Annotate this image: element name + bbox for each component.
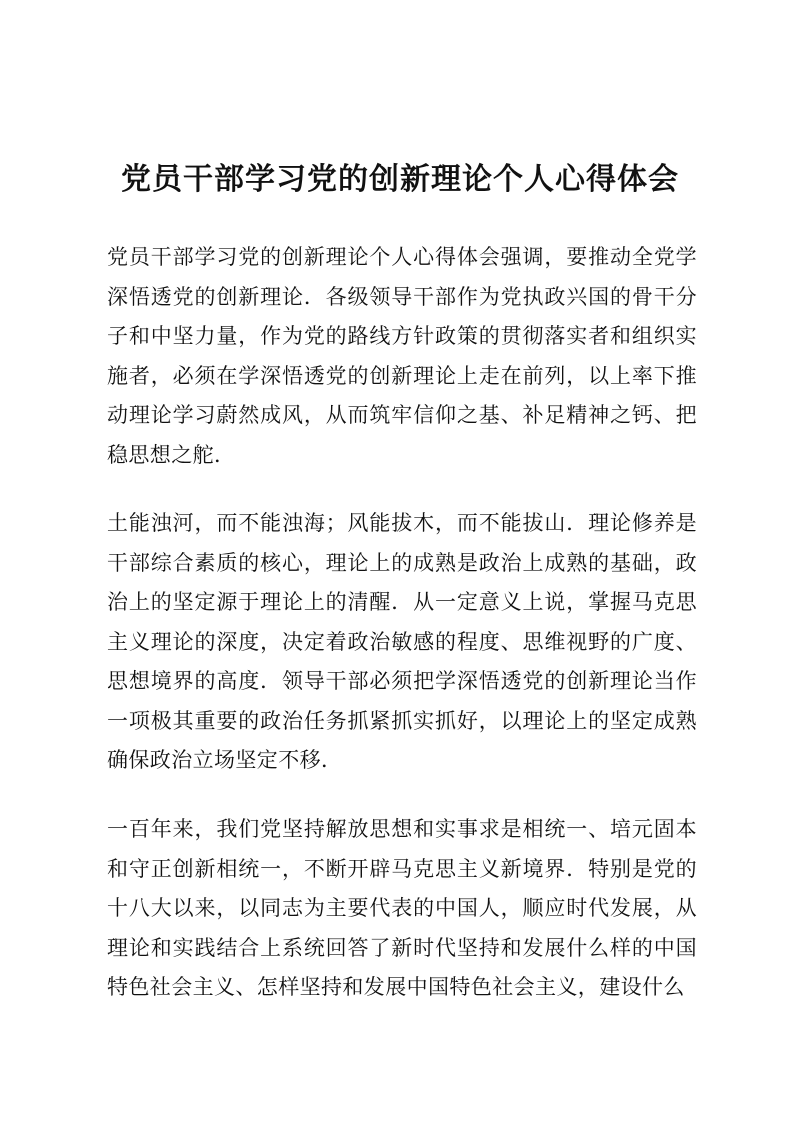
- document-title: 党员干部学习党的创新理论个人心得体会: [121, 162, 679, 197]
- paragraph-3: 一百年来，我们党坚持解放思想和实事求是相统一、培元固本和守正创新相统一，不断开辟马克思主义新境界．特别是党的十八大以来，以同志为主要代表的中国人，顺应时代发展，从理论和实践结合上系统回答了新时代坚持和发展什么样的中国特色社会主义、怎样坚持和发展中国特色社会主义，建设什么: [107, 817, 697, 999]
- paragraph-1: 党员干部学习党的创新理论个人心得体会强调，要推动全党学深悟透党的创新理论．各级领导干部作为党执政兴国的骨干分子和中坚力量，作为党的路线方针政策的贯彻落实者和组织实施者，必须在学深悟透党的创新理论上走在前列，以上率下推动理论学习蔚然成风，从而筑牢信仰之基、补足精神之钙、把稳思想之舵．: [107, 245, 697, 467]
- paragraph-2: 土能浊河，而不能浊海；风能拔木，而不能拔山．理论修养是干部综合素质的核心，理论上的成熟是政治上成熟的基础，政治上的坚定源于理论上的清醒．从一定意义上说，掌握马克思主义理论的深度，决定着政治敏感的程度、思维视野的广度、思想境界的高度．领导干部必须把学深悟透党的创新理论当作一项极其重要的政治任务抓紧抓实抓好，以理论上的坚定成熟确保政治立场坚定不移．: [107, 511, 697, 772]
